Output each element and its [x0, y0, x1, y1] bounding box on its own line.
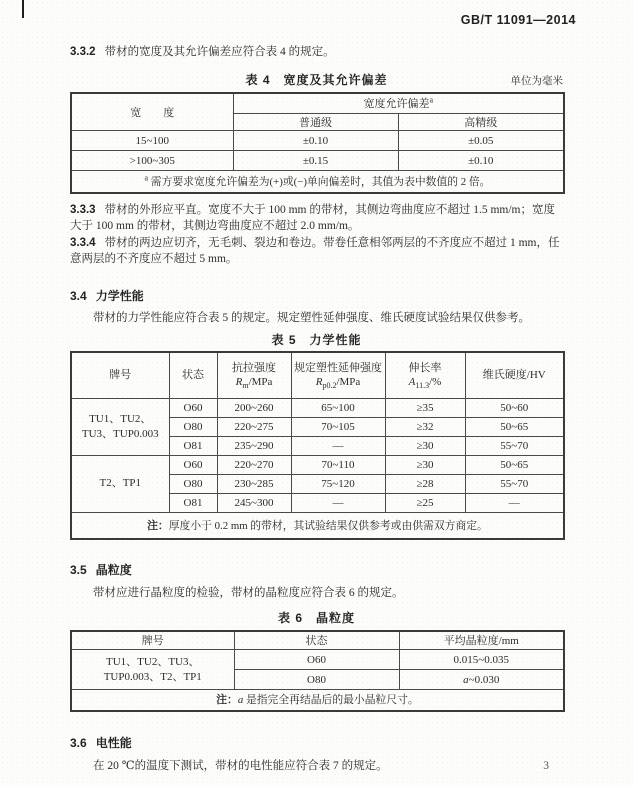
table5-note: 注：厚度小于 0.2 mm 的带材，其试验结果仅供参考或由供需双方商定。 — [71, 512, 564, 539]
table-cell: ≥28 — [385, 474, 465, 493]
table-cell: O80 — [169, 417, 217, 436]
table-cell: 50~65 — [465, 455, 564, 474]
table-row — [71, 650, 564, 670]
table4-header-width: 宽 度 — [71, 93, 233, 131]
table4 — [70, 92, 565, 194]
table4-header-tolerance: 宽度允许偏差$^a$ — [233, 93, 564, 114]
table6 — [70, 630, 565, 712]
table5-caption: 表 5 力学性能 — [271, 333, 362, 347]
footnote-marker: a — [144, 173, 149, 183]
table-cell: ±0.10 — [233, 131, 398, 151]
table-cell: 0.015~0.035 — [399, 650, 564, 670]
clause-text: 带材的外形应平直。宽度不大于 100 mm 的带材，其侧边弯曲度应不超过 1.5 mm/m；宽度大于 100 mm 的带材，其侧边弯曲度应不超过 2.0 mm/m。 — [70, 203, 555, 232]
table4-caption: 表 4 宽度及其允许偏差 — [245, 72, 388, 87]
page-number: 3 — [543, 760, 549, 772]
table-cell: 220~270 — [217, 455, 291, 474]
table4-caption-row — [70, 71, 563, 88]
table5-header-elongation: 伸长率 $A_{11.3}/\%$ — [385, 352, 465, 398]
table-cell: O80 — [234, 670, 399, 690]
table5-header-proof: 规定塑性延伸强度 $R_{p0.2}$/MPa — [291, 352, 385, 398]
running-header — [83, 13, 576, 27]
table-cell: ±0.15 — [233, 151, 398, 171]
scan-artifact-mark — [22, 0, 24, 18]
table-cell: ≥25 — [385, 493, 465, 512]
table-cell: — — [291, 493, 385, 512]
table-cell: ≥35 — [385, 398, 465, 417]
table-row — [71, 131, 564, 151]
table-cell: 55~70 — [465, 474, 564, 493]
table6-header-state: 状态 — [234, 631, 399, 650]
table-cell: 15~100 — [71, 131, 233, 151]
table-cell: 50~60 — [465, 398, 564, 417]
table4-header-ordinary: 普通级 — [233, 114, 398, 131]
clause-text: 带材的宽度及其允许偏差应符合表 4 的规定。 — [104, 46, 335, 58]
clause-number: 3.3.3 — [70, 203, 96, 216]
table6-caption-row — [70, 609, 563, 626]
table5-header-grade: 牌号 — [71, 352, 169, 398]
table5-note-row — [71, 512, 564, 539]
table4-unit-note: 单位为毫米 — [510, 75, 563, 87]
table-cell: >100~305 — [71, 151, 233, 171]
table6-note: 注：a 是指完全再结晶后的最小晶粒尺寸。 — [71, 690, 564, 711]
clause-3-3-3 — [70, 202, 563, 235]
table6-note-row — [71, 690, 564, 711]
table-cell: O60 — [234, 650, 399, 670]
table5-header-hardness: 维氏硬度/HV — [465, 352, 564, 398]
table-row — [71, 455, 564, 474]
table-cell: 70~105 — [291, 417, 385, 436]
table-cell: O80 — [169, 474, 217, 493]
table-cell: a~0.030 — [399, 670, 564, 690]
table-cell: ±0.05 — [398, 131, 564, 151]
section-body-3-6: 在 20 ℃的温度下测试，带材的电性能应符合表 7 的规定。 — [93, 759, 388, 772]
table4-footnote: $^a$ 需方要求宽度允许偏差为(+)或(−)单向偏差时，其值为表中数值的 2 倍。 — [71, 171, 564, 193]
table6-header-grade: 牌号 — [71, 631, 234, 650]
table6-header-grain-size: 平均晶粒度/mm — [399, 631, 564, 650]
table-cell: 70~110 — [291, 455, 385, 474]
table-cell: ≥30 — [385, 436, 465, 455]
table-cell: ≥32 — [385, 417, 465, 436]
table-cell: 50~65 — [465, 417, 564, 436]
table-cell: O81 — [169, 436, 217, 455]
table-cell: 235~290 — [217, 436, 291, 455]
footnote-marker: a — [429, 95, 434, 105]
section-body-3-4: 带材的力学性能应符合表 5 的规定。规定塑性延伸强度、维氏硬度试验结果仅供参考。 — [93, 311, 530, 324]
clause-number: 3.3.4 — [70, 236, 96, 249]
table5-grade-group-2: T2、TP1 — [71, 455, 169, 512]
table4-header-precision: 高精级 — [398, 114, 564, 131]
table-cell: O60 — [169, 398, 217, 417]
table5-grade-group-1: TU1、TU2、 TU3、TUP0.003 — [71, 398, 169, 455]
table5-header-tensile: 抗拉强度 $R_m$/MPa — [217, 352, 291, 398]
table-cell: 245~300 — [217, 493, 291, 512]
table5-header-state: 状态 — [169, 352, 217, 398]
section-body-3-5: 带材应进行晶粒度的检验，带材的晶粒度应符合表 6 的规定。 — [93, 587, 404, 599]
section-heading-3-5: 3.5 晶粒度 — [70, 563, 132, 577]
table5 — [70, 351, 565, 540]
table6-caption: 表 6 晶粒度 — [277, 610, 355, 625]
table-cell: — — [465, 493, 564, 512]
standard-number: GB/T 11091—2014 — [460, 13, 576, 27]
table4-footnote-row — [71, 171, 564, 193]
table-cell: 220~275 — [217, 417, 291, 436]
table-cell: 75~120 — [291, 474, 385, 493]
table-cell: 65~100 — [291, 398, 385, 417]
table-row — [71, 151, 564, 171]
clause-text: 带材的两边应切齐，无毛刺、裂边和卷边。带卷任意相邻两层的不齐度应不超过 1 mm，任意两层的不齐度应不超过 5 mm。 — [70, 236, 560, 265]
table-cell: — — [291, 436, 385, 455]
table-cell: ±0.10 — [398, 151, 564, 171]
table-cell: 230~285 — [217, 474, 291, 493]
table-cell: O81 — [169, 493, 217, 512]
table-row — [71, 398, 564, 417]
table6-grade-group: TU1、TU2、TU3、 TUP0.003、T2、TP1 — [71, 650, 234, 690]
table5-caption-row — [70, 331, 563, 348]
section-heading-3-6: 3.6 电性能 — [70, 735, 132, 750]
table-cell: ≥30 — [385, 455, 465, 474]
table-cell: 200~260 — [217, 398, 291, 417]
clause-3-3-2 — [70, 44, 563, 61]
clause-3-3-4 — [70, 235, 563, 268]
table-cell: 55~70 — [465, 436, 564, 455]
clause-number: 3.3.2 — [70, 46, 96, 58]
table-cell: O60 — [169, 455, 217, 474]
section-heading-3-4: 3.4 力学性能 — [70, 288, 144, 303]
